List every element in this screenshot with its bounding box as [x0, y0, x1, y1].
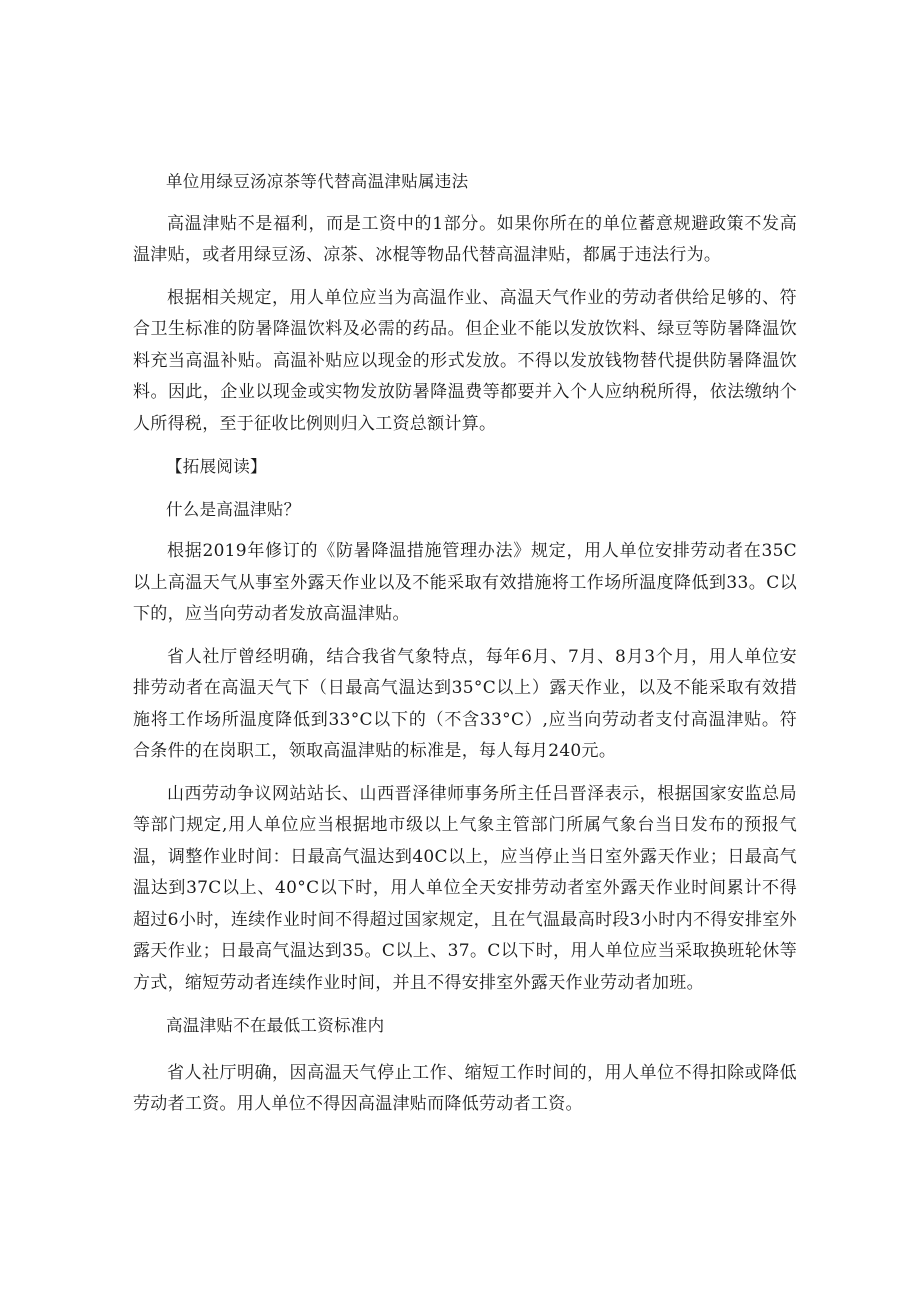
paragraph-regulations: 根据相关规定，用人单位应当为高温作业、高温天气作业的劳动者供给足够的、符合卫生标准的防暑降温饮料及必需的药品。但企业不能以发放饮料、绿豆等防暑降温饮料充当高温补贴。高温补贴应以现金的形式发放。不得以发放钱物替代提供防暑降温饮料。因此，企业以现金或实物发放防暑降温费等都要并入个人应纳税所得，依法缴纳个人所得税，至于征收比例则归入工资总额计算。: [133, 287, 797, 434]
section-heading-what-is: 什么是高温津贴？: [166, 499, 301, 519]
paragraph-provincial-standard: 省人社厅曾经明确，结合我省气象特点，每年6月、7月、8月3个月，用人单位安排劳动者在高温天气下（日最高气温达到35°C以上）露天作业，以及不能采取有效措施将工作场所温度降低到33°C以下的（不含33°C）,应当向劳动者支付高温津贴。符合条件的在岗职工，领取高温津贴的标准是，每人每月240元。: [133, 646, 797, 761]
section-heading-minimum-wage: 高温津贴不在最低工资标准内: [166, 1016, 385, 1035]
paragraph-allowance-not-welfare: 高温津贴不是福利，而是工资中的1部分。如果你所在的单位蓄意规避政策不发高温津贴，或者用绿豆汤、凉茶、冰棍等物品代替高温津贴，都属于违法行为。: [133, 213, 797, 265]
paragraph-no-wage-deduction: 省人社厅明确，因高温天气停止工作、缩短工作时间的，用人单位不得扣除或降低劳动者工资。用人单位不得因高温津贴而降低劳动者工资。: [133, 1062, 797, 1114]
section-heading-violation: 单位用绿豆汤凉茶等代替高温津贴属违法: [166, 172, 469, 191]
paragraph-work-hours: 山西劳动争议网站站长、山西晋泽律师事务所主任吕晋泽表示，根据国家安监总局等部门规定,用人单位应当根据地市级以上气象主管部门所属气象台当日发布的预报气温，调整作业时间：日最高气温达到40C以上，应当停止当日室外露天作业；日最高气温达到37C以上、40°C以下时，用人单位全天安排劳动者室外露天作业时间累计不得超过6小时，连续作业时间不得超过国家规定，且在气温最高时段3小时内不得安排室外露天作业；日最高气温达到35。C以上、37。C以下时，用人单位应当采取换班轮休等方式，缩短劳动者连续作业时间，并且不得安排室外露天作业劳动者加班。: [133, 783, 797, 993]
extended-reading-label: 【拓展阅读】: [166, 457, 267, 476]
document-body: [133, 166, 797, 1132]
paragraph-measures-2019: 根据2019年修订的《防暑降温措施管理办法》规定，用人单位安排劳动者在35C以上高温天气从事室外露天作业以及不能采取有效措施将工作场所温度降低到33。C以下的，应当向劳动者发放高温津贴。: [133, 541, 797, 624]
